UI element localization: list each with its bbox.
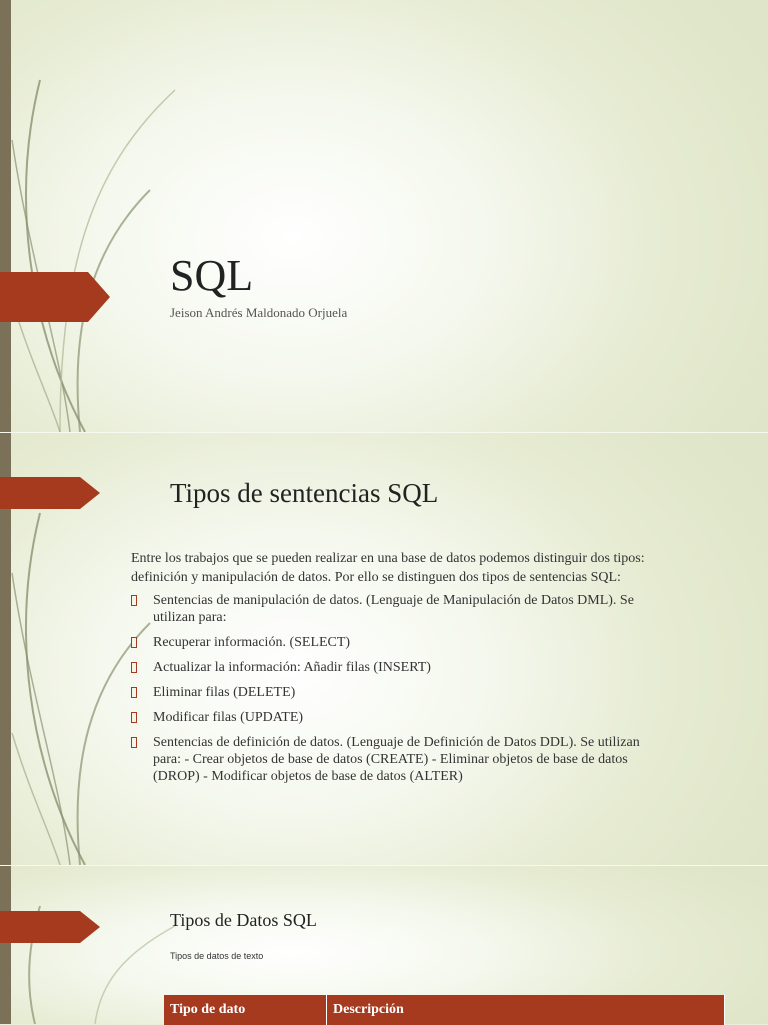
- author-name: Jeison Andrés Maldonado Orjuela: [170, 305, 348, 320]
- list-item: Eliminar filas (DELETE): [131, 684, 671, 701]
- list-item: Sentencias de manipulación de datos. (Lenguaje de Manipulación de Datos DML). Se utilizan para:: [131, 592, 671, 626]
- slide-heading: Tipos de sentencias SQL: [170, 478, 439, 508]
- arrow-tab-icon: [0, 911, 100, 943]
- hollow-square-bullet-icon: [131, 712, 137, 723]
- arrow-tab-icon: [0, 272, 110, 322]
- data-types-table: [164, 995, 725, 1025]
- hollow-square-bullet-icon: [131, 637, 137, 648]
- list-item: Actualizar la información: Añadir filas (INSERT): [131, 659, 671, 676]
- bullet-list: [131, 592, 671, 793]
- slide-heading: Tipos de Datos SQL: [170, 910, 317, 930]
- column-header: Descripción: [327, 995, 725, 1025]
- column-header: Tipo de dato: [164, 995, 327, 1025]
- slide-title-heading: SQL: [170, 251, 254, 300]
- swoosh-decoration-icon: [0, 0, 180, 432]
- list-item: Modificar filas (UPDATE): [131, 709, 671, 726]
- hollow-square-bullet-icon: [131, 595, 137, 606]
- table-header-row: [164, 995, 725, 1025]
- hollow-square-bullet-icon: [131, 662, 137, 673]
- slide-title: [0, 0, 768, 432]
- list-item: Sentencias de definición de datos. (Lenguaje de Definición de Datos DDL). Se utilizan para: - Crear objetos de base de datos (CREATE) - Eliminar objetos de base de datos (DROP) - Modificar objetos de base de datos (ALTER): [131, 734, 671, 785]
- swoosh-decoration-icon: [0, 866, 180, 1024]
- arrow-tab-icon: [0, 477, 100, 509]
- hollow-square-bullet-icon: [131, 687, 137, 698]
- intro-paragraph: Entre los trabajos que se pueden realizar en una base de datos podemos distinguir dos tipos: definición y manipulación de datos. Por ello se distinguen dos tipos de sentencias SQL:: [131, 551, 645, 585]
- section-subtitle: Tipos de datos de texto: [170, 951, 264, 961]
- list-item: Recuperar información. (SELECT): [131, 634, 671, 651]
- hollow-square-bullet-icon: [131, 737, 137, 748]
